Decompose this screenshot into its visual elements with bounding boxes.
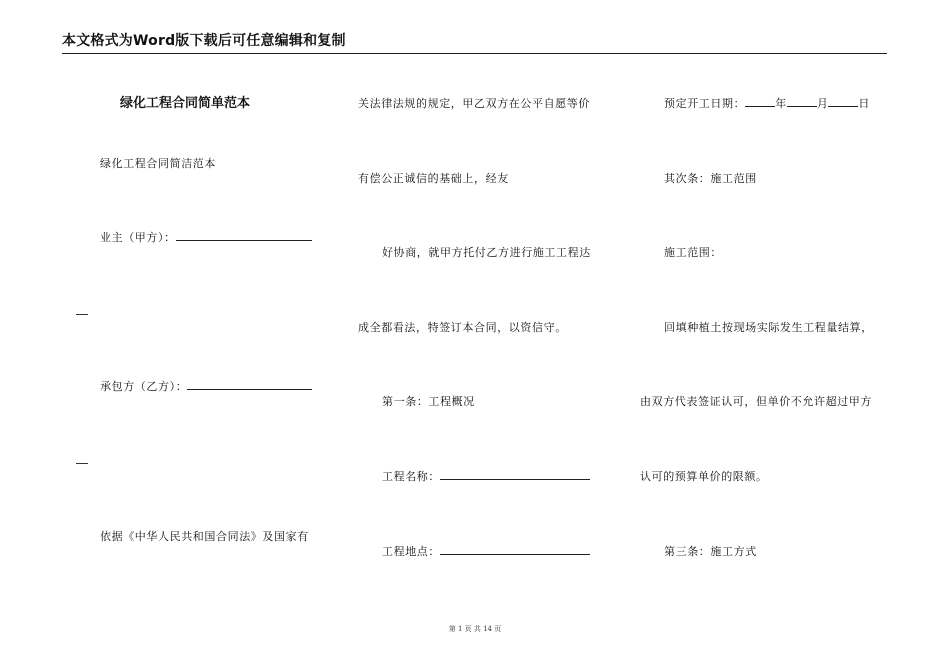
document-subtitle: 绿化工程合同简洁范本 <box>100 157 216 170</box>
contractor-dash <box>76 463 88 464</box>
day-blank[interactable] <box>828 96 858 107</box>
article-3-heading: 第三条：施工方式 <box>664 545 757 558</box>
body-line-2: 有偿公正诚信的基础上，经友 <box>358 172 509 185</box>
body-line-4: 成全都看法，特签订本合同，以资信守。 <box>358 321 567 334</box>
body-line-3: 好协商，就甲方托付乙方进行施工工程达 <box>382 246 591 259</box>
article-2-heading: 其次条：施工范围 <box>664 172 757 185</box>
project-name-field <box>382 468 590 484</box>
page-header: 本文格式为Word版下载后可任意编辑和复制 <box>62 30 887 54</box>
owner-label: 业主（甲方）： <box>100 231 176 244</box>
year-label: 年 <box>775 97 787 110</box>
month-label: 月 <box>816 97 829 110</box>
document-title: 绿化工程合同简单范本 <box>120 96 251 111</box>
year-blank[interactable] <box>745 96 775 107</box>
article-1-heading: 第一条：工程概况 <box>382 395 475 408</box>
project-name-blank[interactable] <box>440 469 590 480</box>
scope-line-2: 由双方代表签证认可，但单价不允许超过甲方 <box>640 395 872 408</box>
owner-dash <box>76 314 88 315</box>
contractor-label: 承包方（乙方）： <box>100 380 188 393</box>
basis-text: 依据《中华人民共和国合同法》及国家有 <box>100 530 309 543</box>
start-date-field <box>664 95 870 111</box>
project-site-blank[interactable] <box>440 544 590 555</box>
contractor-field <box>100 378 312 394</box>
body-line-1: 关法律法规的规定，甲乙双方在公平自愿等价 <box>358 97 590 110</box>
scope-line-1: 回填种植土按现场实际发生工程量结算， <box>664 321 873 334</box>
project-name-label: 工程名称： <box>382 470 440 483</box>
scope-label: 施工范围： <box>664 246 722 259</box>
owner-field <box>100 229 312 245</box>
contractor-blank[interactable] <box>187 379 312 390</box>
project-site-label: 工程地点： <box>382 545 440 558</box>
start-date-label: 预定开工日期： <box>664 97 746 110</box>
scope-line-3: 认可的预算单价的限额。 <box>640 470 768 483</box>
day-label: 日 <box>858 97 871 110</box>
owner-blank[interactable] <box>176 230 312 241</box>
project-site-field <box>382 543 590 559</box>
month-blank[interactable] <box>787 96 817 107</box>
page-footer: 第 1 页 共 14 页 <box>448 625 502 633</box>
